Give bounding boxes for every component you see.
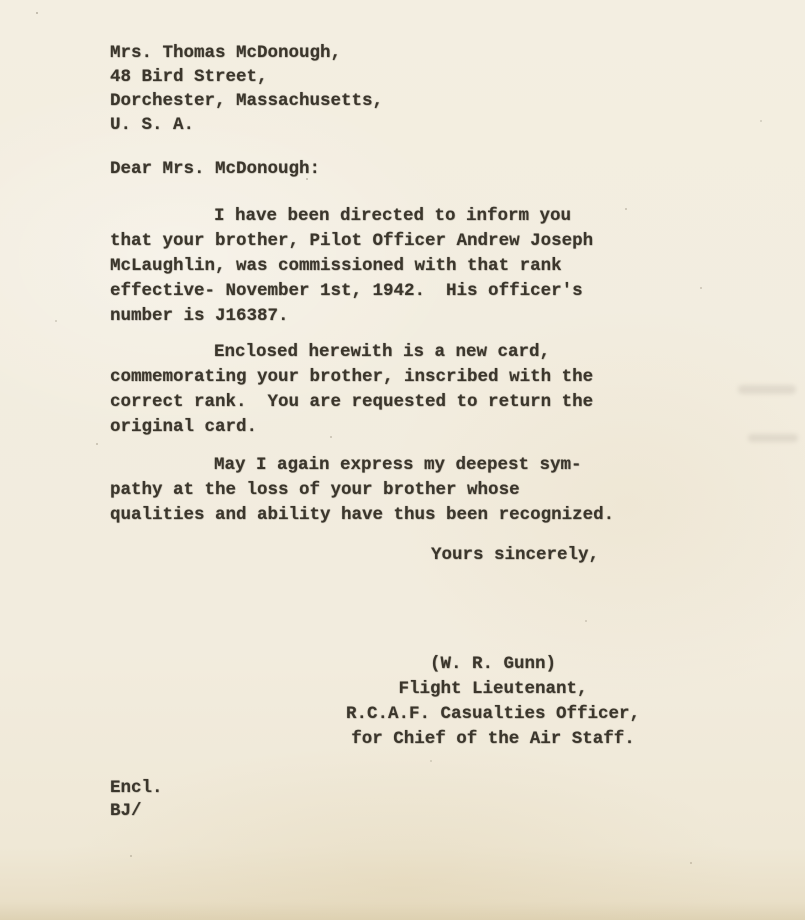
paragraph-line: McLaughlin, was commissioned with that rank [110,256,562,276]
recipient-address [110,41,383,137]
paragraph-line: May I again express my deepest sym- [214,455,582,475]
paragraph-line: commemorating your brother, inscribed with the [110,367,594,387]
paragraph-line: pathy at the loss of your brother whose [110,480,520,500]
paragraph-line: Enclosed herewith is a new card, [214,342,551,362]
typist-initials: BJ/ [110,801,142,821]
paragraph-line: number is J16387. [110,306,289,326]
signature-block [293,652,693,752]
salutation-text: Dear Mrs. McDonough: [110,159,321,179]
paragraph-3 [110,453,650,528]
ink-bleed-smudge [738,385,796,394]
address-line: 48 Bird Street, [110,67,268,87]
signer-rank: Flight Lieutenant, [398,679,588,699]
signer-name: (W. R. Gunn) [429,654,557,674]
salutation [110,157,320,181]
paragraph-line: that your brother, Pilot Officer Andrew Joseph [110,231,594,251]
address-line: U. S. A. [110,115,195,135]
address-line: Mrs. Thomas McDonough, [110,43,342,63]
address-line: Dorchester, Massachusetts, [110,91,384,111]
signer-authority: for Chief of the Air Staff. [351,729,635,749]
paragraph-line: original card. [110,417,258,437]
paragraph-line: qualities and ability have thus been recognized. [110,505,615,525]
enclosure-notation: Encl. [110,778,163,798]
ink-bleed-smudge [748,434,798,442]
paragraph-line: correct rank. You are requested to return the [110,392,594,412]
paragraph-line: effective- November 1st, 1942. His officer's [110,281,583,301]
valediction [431,543,599,567]
valediction-text: Yours sincerely, [431,545,600,565]
footer-notations [110,777,163,823]
signer-title: R.C.A.F. Casualties Officer, [345,704,641,724]
paragraph-2 [110,340,650,440]
paragraph-1 [110,204,650,329]
paper-specks [0,0,2,2]
paragraph-line: I have been directed to inform you [214,206,572,226]
